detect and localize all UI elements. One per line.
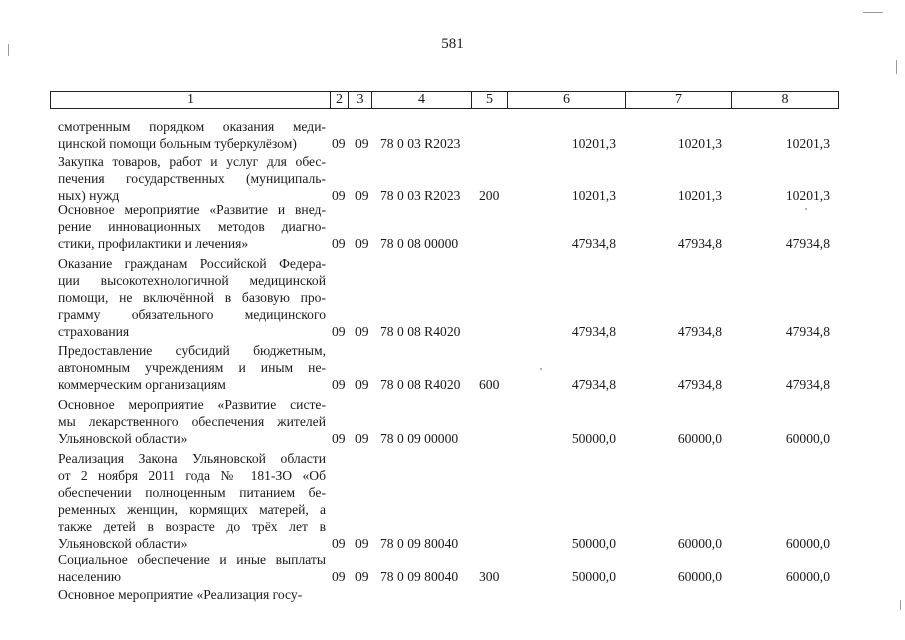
description-line: обеспечении полноценным питанием бе- — [58, 485, 326, 500]
description-line: от 2 ноября 2011 года № 181-ЗО «Об — [58, 468, 326, 483]
column-header-3: 3 — [349, 92, 372, 109]
column-header-7: 7 — [626, 92, 732, 109]
target-article-code: 78 0 03 R2023 — [380, 136, 461, 151]
description-line: мы лекарственного обеспечения жителей — [58, 414, 326, 429]
description-line: стики, профилактики и лечения» — [58, 236, 249, 251]
section-code: 09 — [332, 431, 346, 446]
row-description — [58, 450, 326, 552]
row-description — [58, 586, 326, 603]
column-header-5: 5 — [472, 92, 508, 109]
row-description — [58, 396, 326, 447]
column-header-table — [50, 91, 839, 109]
description-line: ременных женщин, кормящих матерей, а — [58, 502, 326, 517]
column-header-6: 6 — [508, 92, 626, 109]
amount-column-8: 10201,3 — [785, 188, 830, 203]
section-code: 09 — [332, 569, 346, 584]
expense-type-code: 300 — [479, 569, 500, 584]
column-header-8: 8 — [732, 92, 839, 109]
target-article-code: 78 0 09 00000 — [380, 431, 459, 446]
description-line: печения государственных (муниципаль- — [58, 171, 326, 186]
description-line: коммерческим организациям — [58, 377, 226, 392]
target-article-code: 78 0 03 R2023 — [380, 188, 461, 203]
description-line: Ульяновской области» — [58, 536, 188, 551]
section-code: 09 — [332, 236, 346, 251]
amount-column-7: 60000,0 — [677, 569, 722, 584]
amount-column-8: 60000,0 — [785, 569, 830, 584]
subsection-code: 09 — [355, 324, 369, 339]
column-header-4: 4 — [372, 92, 472, 109]
amount-column-6: 47934,8 — [571, 324, 616, 339]
subsection-code: 09 — [355, 377, 369, 392]
description-line: Ульяновской области» — [58, 431, 188, 446]
amount-column-7: 60000,0 — [677, 536, 722, 551]
row-description — [58, 551, 326, 585]
row-description — [58, 342, 326, 393]
target-article-code: 78 0 08 00000 — [380, 236, 459, 251]
amount-column-8: 60000,0 — [785, 431, 830, 446]
description-line: ных) нужд — [58, 188, 120, 203]
description-line: помощи, не включённой в базовую про- — [58, 290, 326, 305]
expense-type-code: 200 — [479, 188, 500, 203]
scan-speck — [896, 60, 897, 74]
row-description — [58, 255, 326, 340]
amount-column-8: 47934,8 — [785, 236, 830, 251]
description-line: Основное мероприятие «Развитие и внед- — [58, 202, 326, 217]
row-description — [58, 153, 326, 204]
column-header-1: 1 — [51, 92, 331, 109]
description-line: грамму обязательного медицинского — [58, 307, 326, 322]
description-line: автономным учреждениям и иным не- — [58, 360, 326, 375]
subsection-code: 09 — [355, 431, 369, 446]
amount-column-8: 60000,0 — [785, 536, 830, 551]
amount-column-7: 10201,3 — [677, 188, 722, 203]
description-line: Основное мероприятие «Развитие систе- — [58, 397, 326, 412]
amount-column-6: 10201,3 — [571, 188, 616, 203]
expense-type-code: 600 — [479, 377, 500, 392]
amount-column-6: 50000,0 — [571, 536, 616, 551]
section-code: 09 — [332, 324, 346, 339]
description-line: рение инновационных методов диагно- — [58, 219, 326, 234]
description-line: Предоставление субсидий бюджетным, — [58, 343, 326, 358]
subsection-code: 09 — [355, 536, 369, 551]
target-article-code: 78 0 09 80040 — [380, 569, 459, 584]
amount-column-6: 47934,8 — [571, 236, 616, 251]
amount-column-8: 10201,3 — [785, 136, 830, 151]
target-article-code: 78 0 09 80040 — [380, 536, 459, 551]
description-line: Социальное обеспечение и иные выплаты — [58, 552, 326, 567]
section-code: 09 — [332, 377, 346, 392]
subsection-code: 09 — [355, 188, 369, 203]
subsection-code: 09 — [355, 136, 369, 151]
row-description — [58, 118, 326, 152]
target-article-code: 78 0 08 R4020 — [380, 324, 461, 339]
scan-speck — [805, 208, 807, 210]
amount-column-6: 50000,0 — [571, 431, 616, 446]
description-line: Оказание гражданам Российской Федера- — [58, 256, 326, 271]
page-number: 581 — [441, 36, 464, 52]
description-line: Реализация Закона Ульяновской области — [58, 451, 326, 466]
amount-column-8: 47934,8 — [785, 377, 830, 392]
description-line: Основное мероприятие «Реализация госу- — [58, 587, 303, 602]
description-line: Закупка товаров, работ и услуг для обес- — [58, 154, 326, 169]
amount-column-8: 47934,8 — [785, 324, 830, 339]
section-code: 09 — [332, 188, 346, 203]
description-line: страхования — [58, 324, 130, 339]
target-article-code: 78 0 08 R4020 — [380, 377, 461, 392]
subsection-code: 09 — [355, 236, 369, 251]
amount-column-7: 47934,8 — [677, 236, 722, 251]
description-line: цинской помощи больным туберкулёзом) — [58, 136, 297, 151]
amount-column-7: 47934,8 — [677, 324, 722, 339]
column-header-row — [51, 92, 839, 109]
section-code: 09 — [332, 136, 346, 151]
amount-column-7: 10201,3 — [677, 136, 722, 151]
amount-column-6: 47934,8 — [571, 377, 616, 392]
amount-column-6: 10201,3 — [571, 136, 616, 151]
description-line: также детей в возрасте до трёх лет в — [58, 519, 326, 534]
column-header-2: 2 — [331, 92, 349, 109]
section-code: 09 — [332, 536, 346, 551]
description-line: населению — [58, 569, 122, 584]
description-line: смотренным порядком оказания меди- — [58, 119, 326, 134]
amount-column-7: 47934,8 — [677, 377, 722, 392]
amount-column-7: 60000,0 — [677, 431, 722, 446]
subsection-code: 09 — [355, 569, 369, 584]
row-description — [58, 201, 326, 252]
scan-speck — [540, 368, 542, 370]
description-line: ции высокотехнологичной медицинской — [58, 273, 326, 288]
amount-column-6: 50000,0 — [571, 569, 616, 584]
scan-speck — [900, 600, 901, 610]
scan-speck — [863, 12, 883, 13]
scan-speck — [8, 44, 9, 56]
